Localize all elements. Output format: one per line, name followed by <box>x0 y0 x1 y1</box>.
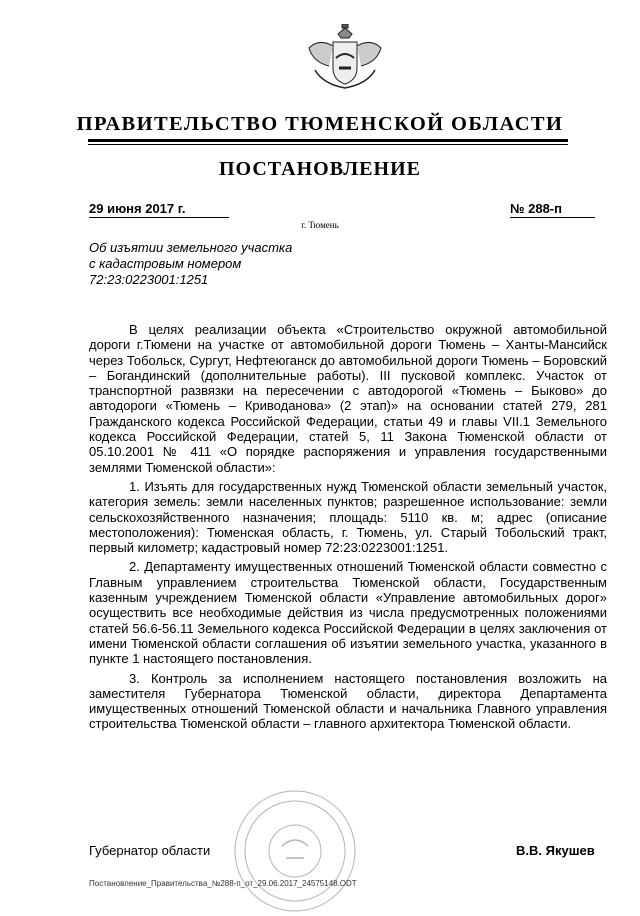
clause-2-paragraph: 2. Департаменту имущественных отношений Тюменской области совместно с Главным управлением строительства Тюменской области, Государственным казенным учреждением Тюменской области «Управление автомобильных дорог» осуществить все необходимые действия из числа предусмотренных положениями статей 56.6-56.11 Земельного кодекса Российской Федерации в целях заключения от имени Тюменской области соглашения об изъятии земельного участка, указанного в пункте 1 настоящего постановления. <box>89 559 607 667</box>
document-subject <box>89 240 349 288</box>
document-city: г. Тюмень <box>301 220 339 230</box>
clause-1-paragraph: 1. Изъять для государственных нужд Тюменской области земельный участок, категория земель: земли населенных пунктов; разрешенное использование: земли сельскохозяйственного назначения; площадь: 5110 кв. м; адрес (описание местоположения): Тюменская область, г. Тюмень, ул. Старый Тобольский тракт, первый километр; кадастровый номер 72:23:0223001:1251. <box>89 478 607 556</box>
document-type: ПОСТАНОВЛЕНИЕ <box>219 158 421 180</box>
document-body <box>89 322 607 736</box>
document-number: № 288-п <box>510 201 595 218</box>
clause-3-paragraph: 3. Контроль за исполнением настоящего постановления возложить на заместителя Губернатора Тюменской области, директора Департамента имущественных отношений Тюменской области и начальника Главного управления строительства Тюменской области – главного архитектора Тюменской области. <box>89 670 607 732</box>
government-name: ПРАВИТЕЛЬСТВО ТЮМЕНСКОЙ ОБЛАСТИ <box>76 113 564 135</box>
coat-of-arms-icon <box>303 24 387 96</box>
document-date: 29 июня 2017 г. <box>89 201 229 218</box>
signer-role: Губернатор области <box>89 843 211 858</box>
header-rule-thick <box>88 139 568 142</box>
official-seal-stamp-icon <box>230 786 360 916</box>
subject-line: 72:23:0223001:1251 <box>89 272 209 287</box>
header-rule-thin <box>88 144 568 145</box>
subject-line: с кадастровым номером <box>89 256 242 271</box>
signer-name: В.В. Якушев <box>516 843 595 858</box>
subject-line: Об изъятии земельного участка <box>89 240 293 255</box>
file-footer: Постановление_Правительства_№288-п_от_29.06.2017_24575148.ODT <box>89 879 357 888</box>
preamble-paragraph: В целях реализации объекта «Строительство окружной автомобильной дороги г.Тюмени на участке от автомобильной дороги Тюмень – Ханты-Мансийск через Тобольск, Сургут, Нефтеюганск до автомобильной дороги Тюмень – Боровский – Богандинский (дополнительные работы). III пусковой комплекс. Участок от транспортной развязки на пересечении с автодорогой «Тюмень – Быково» до автодороги «Тюмень – Криводанова» (2 этап)» на основании статей 279, 281 Гражданского кодекса Российской Федерации, статьи 49 и главы VII.1 Земельного кодекса Российской Федерации, статей 5, 11 Закона Тюменской области от 05.10.2001 № 411 «О порядке распоряжения и управления государственными землями Тюменской области»: <box>89 322 607 475</box>
